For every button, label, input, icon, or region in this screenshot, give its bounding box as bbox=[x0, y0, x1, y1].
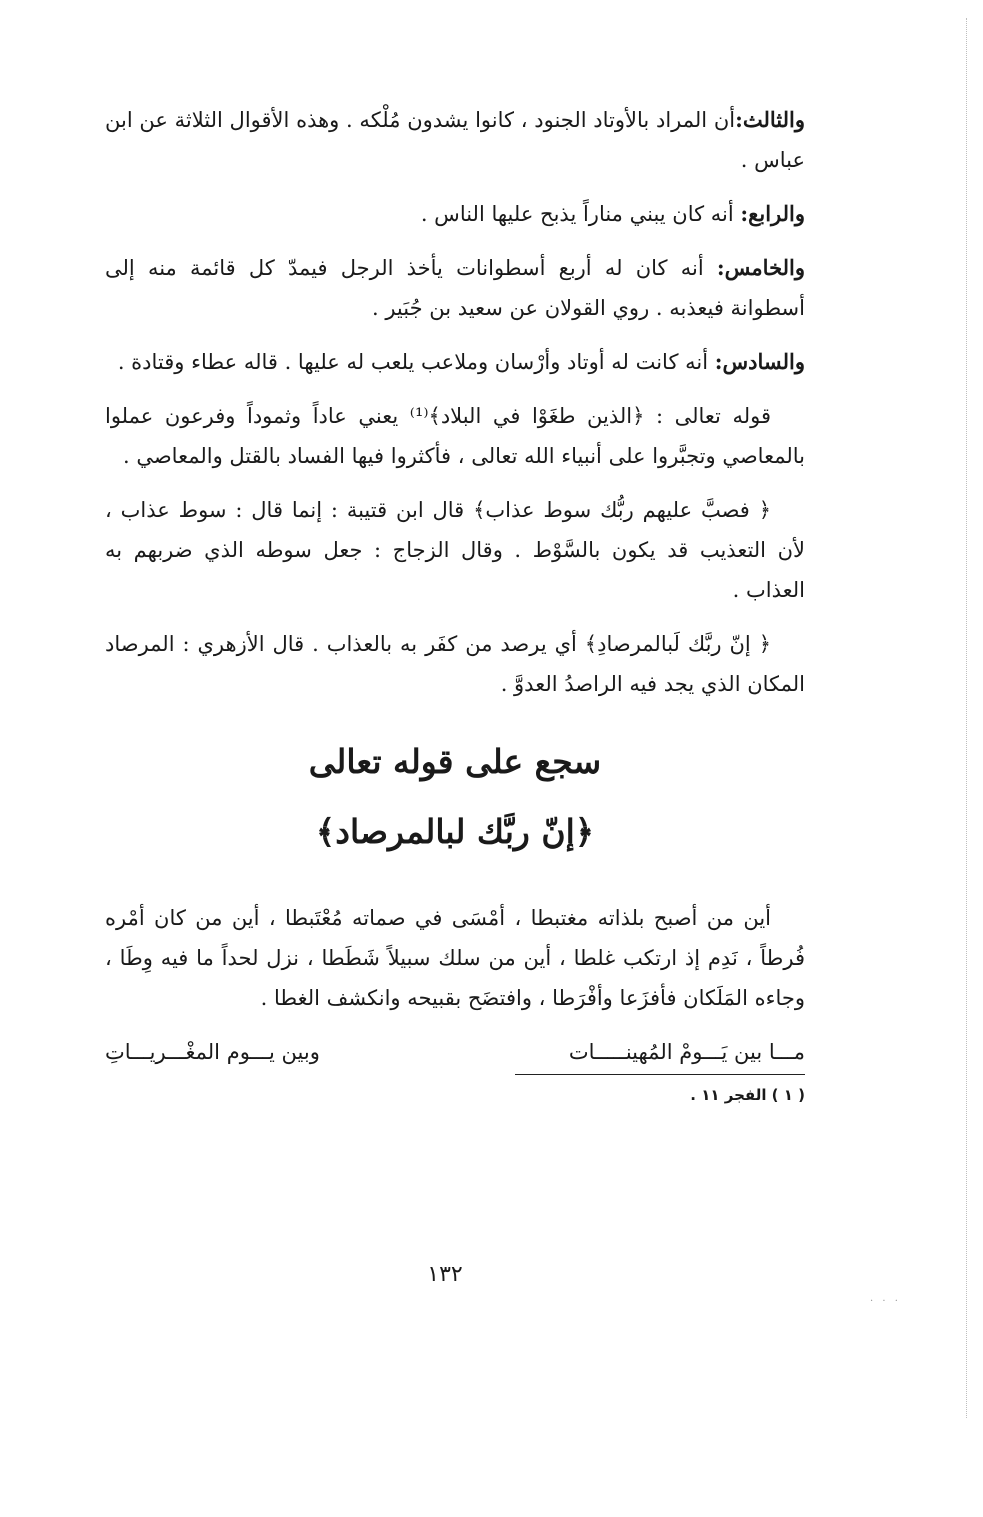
paragraph-fifth bbox=[105, 248, 805, 328]
paragraph-verse-balad: قوله تعالى : ﴿الذين طغَوْا في البلاد﴾⁽¹⁾ يعني عاداً وثموداً وفرعون عملوا بالمعاصي وتجبَّروا على أنبياء الله تعالى ، فأكثروا فيها الفساد بالقتل والمعاصي . bbox=[105, 404, 805, 468]
footnote: ( ١ ) الفجر ١١ . bbox=[690, 1086, 805, 1104]
footnote-divider bbox=[515, 1074, 805, 1075]
paragraph-text: أنه كان يبني مناراً يذبح عليها الناس . bbox=[420, 202, 741, 226]
page-number: ١٣٢ bbox=[427, 1262, 463, 1287]
paragraph-sixth bbox=[105, 342, 805, 382]
paragraph-lead: والسادس: bbox=[714, 349, 805, 374]
paragraph-lead: والخامس: bbox=[716, 255, 805, 280]
section-verse-title: ﴿إنّ ربَّك لبالمرصاد﴾ bbox=[315, 812, 595, 851]
poem-left-hemistich: وبين يـــوم المغْـــريـــاتِ bbox=[105, 1040, 320, 1064]
page-edge-line bbox=[966, 18, 967, 1418]
paragraph-verse-mirsad: ﴿ إنّ ربَّك لَبالمرصادِ﴾ أي يرصد من كفَر به بالعذاب . قال الأزهري : المرصاد المكان الذي يجد فيه الراصدُ العدوَّ . bbox=[105, 632, 805, 696]
page-body bbox=[105, 100, 805, 1107]
margin-mark: · · · bbox=[870, 1296, 901, 1307]
paragraph-verse-sawt: ﴿ فصبَّ عليهم ربُّك سوط عذاب﴾ قال ابن قتيبة : إنما قال : سوط عذاب ، لأن التعذيب قد يكون بالسَّوْط . وقال الزجاج : جعل سوطه الذي ضربهم به العذاب . bbox=[105, 498, 805, 602]
paragraph-third bbox=[105, 100, 805, 180]
poem-line bbox=[105, 1032, 805, 1072]
saj-paragraph: أين من أصبح بلذاته مغتبطا ، أمْسَى في صماته مُعْتَبطا ، أين من كان أمْره فُرطاً ، نَدِم إذ ارتكب غلطا ، أين من سلك سبيلاً شَطَطا ، نزل لحداً ما فيه وِطَا ، وجاءه المَلَكان فأفزَعا وأفْرَطا ، وافتضَح بقبيحه وانكشف الغطا . bbox=[105, 906, 805, 1010]
paragraph-lead: والرابع: bbox=[740, 201, 805, 226]
paragraph-lead: والثالث: bbox=[735, 107, 805, 132]
section-title: سجع على قوله تعالى bbox=[308, 742, 602, 781]
paragraph-text: أن المراد بالأوتاد الجنود ، كانوا يشدون مُلْكه . وهذه الأقوال الثلاثة عن ابن عباس . bbox=[105, 108, 805, 172]
paragraph-text: أنه كانت له أوتاد وأرْسان وملاعب يلعب له عليها . قاله عطاء وقتادة . bbox=[117, 350, 715, 374]
paragraph-text: أنه كان له أربع أسطوانات يأخذ الرجل فيمدّ كل قائمة منه إلى أسطوانة فيعذبه . روي القولان عن سعيد بن جُبَير . bbox=[105, 256, 805, 320]
poem-right-hemistich: مـــا بين يَـــومْ المُهينـــــات bbox=[568, 1040, 805, 1064]
paragraph-fourth bbox=[105, 194, 805, 234]
